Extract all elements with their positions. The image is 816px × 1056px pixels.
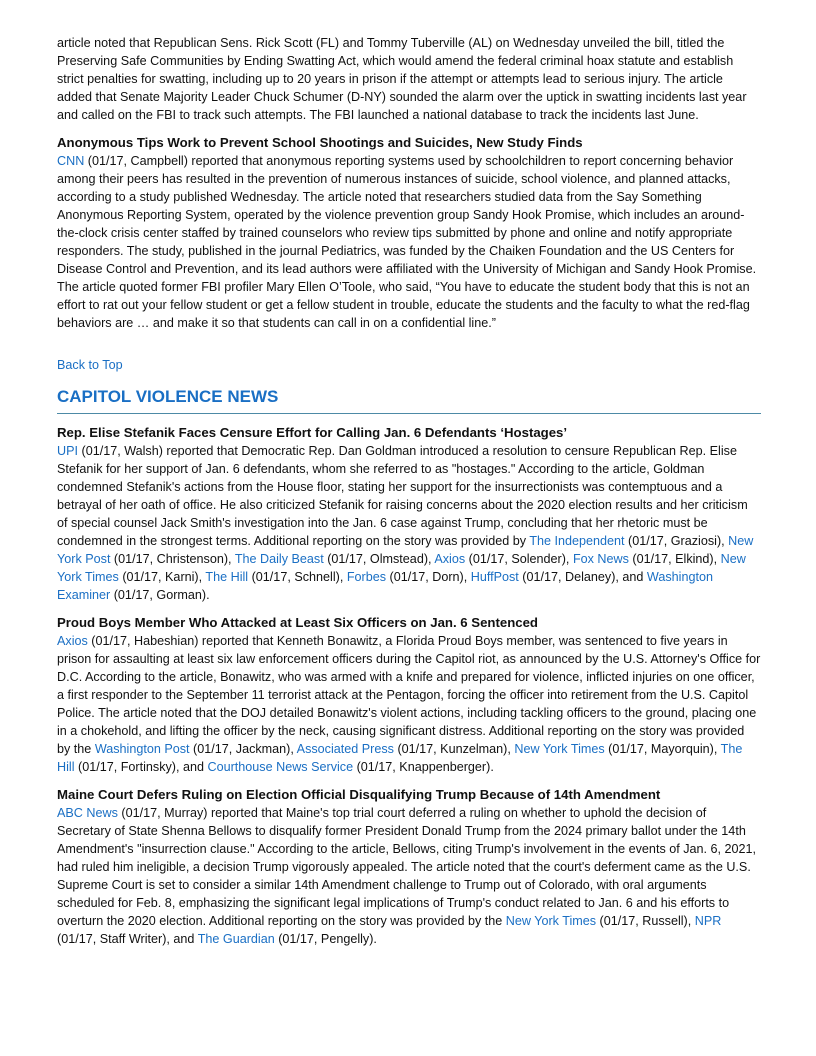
reference-link[interactable]: Fox News [572,552,629,566]
reference-meta: (01/17, Delaney), and [518,570,647,584]
article-proud-boys [57,614,761,776]
reference-link[interactable]: The Hill [57,742,743,774]
article-school-tips [57,134,761,332]
article-headline: Anonymous Tips Work to Prevent School Shootings and Suicides, New Study Finds [57,135,583,150]
source-link-cnn[interactable]: CNN [57,154,85,168]
additional-refs [57,742,742,774]
article-text: (01/17, Murray) reported that Maine's top trial court deferred a ruling on whether to uphold the decision of Secretary of State Shenna Bellows to disqualify former President Donald Trump from the 2024 primary ballot under the 14th Amendment's "insurrection clause." According to the article, Bellows, citing Trump's involvement in the events of Jan. 6, 2021, had ruled him ineligible, a decision Trump vigorously appealed. The article noted that the court's deferment came as the U.S. Supreme Court is set to consider a similar 14th Amendment challenge to Trump out of Colorado, with oral arguments scheduled for Feb. 8, emphasizing the significant legal implications of Trump's conduct related to Jan. 6 and his efforts to overturn the 2020 election. Additional reporting on the story was provided by the [57,806,757,928]
intro-paragraph: article noted that Republican Sens. Rick Scott (FL) and Tommy Tuberville (AL) on Wednesday unveiled the bill, titled the Preserving Safe Communities by Ending Swatting Act, which would amend the federal criminal hoax statute and establish strict penalties for swatting, including up to 20 years in prison if the attempt or attempts lead to serious injury. The article added that Senate Majority Leader Chuck Schumer (D-NY) sounded the alarm over the uptick in swatting incidents last year and called on the FBI to track such attempts. The FBI launched a national database to track the incidents last June. [57,36,747,122]
article-stefanik [57,424,761,604]
reference-meta: (01/17, Kunzelman), [393,742,515,756]
reference-link[interactable]: New York Times [514,742,605,756]
reference-link[interactable]: NPR [694,914,722,928]
reference-link[interactable]: The Daily Beast [234,552,324,566]
article-headline: Maine Court Defers Ruling on Election Official Disqualifying Trump Because of 14th Amendment [57,787,661,802]
reference-link[interactable]: The Independent [529,534,625,548]
article-body [57,632,761,776]
article-body [57,152,761,332]
article-text: (01/17, Habeshian) reported that Kenneth Bonawitz, a Florida Proud Boys member, was sentenced to five years in prison for assaulting at least six law enforcement officers during the Capitol riot, as announced by the U.S. Attorney's Office for D.C. According to the article, Bonawitz, who was armed with a knife and prepared for violence, inflicted injuries on one officer, a first responder to the September 11 terrorist attack at the Pentagon, forcing the officer into retirement from the U.S. Capitol Police. The article noted that the DOJ detailed Bonawitz's violent actions, including tackling officers to the ground, placing one in a chokehold, and lifting the officer by the neck, causing significant distress. Additional reporting on the story was provided by the [57,634,761,756]
reference-link[interactable]: Washington Examiner [57,570,713,602]
reference-meta: (01/17, Karni), [118,570,206,584]
reference-meta: (01/17, Staff Writer), and [57,932,198,946]
reference-meta: (01/17, Olmstead), [323,552,435,566]
article-text: (01/17, Campbell) reported that anonymous reporting systems used by schoolchildren to report concerning behavior among their peers has resulted in the prevention of numerous instances of suicide, school violence, and planned attacks, according to a study published Wednesday. The article noted that researchers studied data from the Say Something Anonymous Reporting System, operated by the violence prevention group Sandy Hook Promise, which includes an around-the-clock crisis center staffed by trained counselors who review tips submitted by phone and online and notify appropriate responders. The study, published in the journal Pediatrics, was funded by the Chaiken Foundation and the US Centers for Disease Control and Prevention, and its lead authors were affiliated with the University of Michigan and Sandy Hook Promise. The article quoted former FBI profiler Mary Ellen O’Toole, who said, “You have to educate the student body that this is not an effort to rat out your fellow student or get a fellow student in trouble, educate the students and the faculty to what the red-flag behaviors are … and make it so that students can call in on a confidential line.” [57,154,757,330]
reference-meta: (01/17, Schnell), [248,570,347,584]
reference-meta: (01/17, Gorman). [110,588,210,602]
reference-link[interactable]: Associated Press [296,742,394,756]
reference-meta: (01/17, Solender), [465,552,573,566]
source-link-abc-news[interactable]: ABC News [57,806,118,820]
reference-meta: (01/17, Graziosi), [624,534,729,548]
newsletter-page [57,34,761,958]
article-body [57,804,761,948]
reference-meta: (01/17, Russell), [596,914,695,928]
source-link-axios[interactable]: Axios [57,634,88,648]
article-body [57,442,761,604]
reference-link[interactable]: New York Times [505,914,597,928]
reference-meta: (01/17, Christenson), [110,552,235,566]
reference-link[interactable]: HuffPost [470,570,519,584]
section-title: CAPITOL VIOLENCE NEWS [57,386,761,414]
reference-meta: (01/17, Elkind), [628,552,721,566]
reference-link[interactable]: The Guardian [197,932,275,946]
reference-meta: (01/17, Fortinsky), and [74,760,208,774]
article-text: (01/17, Walsh) reported that Democratic Rep. Dan Goldman introduced a resolution to censure Republican Rep. Elise Stefanik for her support of Jan. 6 defendants, whom she referred to as "hostages." According to the article, Goldman condemned Stefanik's actions from the House floor, stating her support for the insurrectionists was contemptuous and a betrayal of her oath of office. He also criticized Stefanik for raising concerns about the 2020 election results and her criticism of special counsel Jack Smith's investigation into the Jan. 6 case against Trump, concluding that her rhetoric must be condemned in the strongest terms. Additional reporting on the story was provided by [57,444,748,548]
reference-meta: (01/17, Knappenberger). [353,760,494,774]
article-headline: Proud Boys Member Who Attacked at Least Six Officers on Jan. 6 Sentenced [57,615,538,630]
reference-link[interactable]: New York Times [57,552,746,584]
reference-meta: (01/17, Pengelly). [274,932,377,946]
reference-link[interactable]: Axios [434,552,466,566]
reference-link[interactable]: The Hill [205,570,249,584]
reference-meta: (01/17, Dorn), [386,570,471,584]
source-link-upi[interactable]: UPI [57,444,78,458]
reference-link[interactable]: Washington Post [94,742,190,756]
reference-link[interactable]: Courthouse News Service [207,760,354,774]
reference-link[interactable]: New York Post [57,534,754,566]
back-to-top-link[interactable]: Back to Top [57,358,123,372]
article-headline: Rep. Elise Stefanik Faces Censure Effort for Calling Jan. 6 Defendants ‘Hostages’ [57,425,568,440]
reference-meta: (01/17, Jackman), [189,742,297,756]
article-maine-court [57,786,761,948]
reference-link[interactable]: Forbes [346,570,387,584]
reference-meta: (01/17, Mayorquin), [604,742,721,756]
